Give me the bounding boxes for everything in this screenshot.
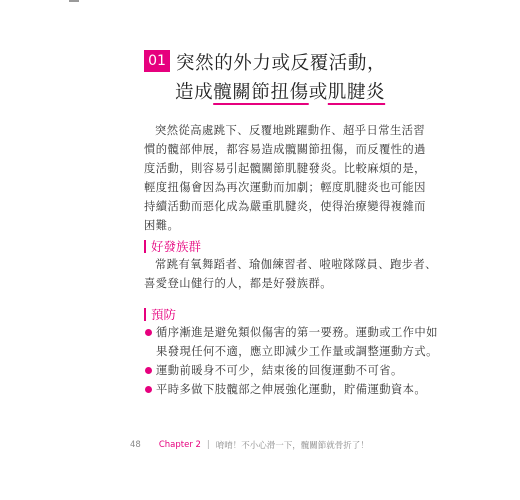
paragraph-line: 喜愛登山健行的人，都是好發族群。 [144, 277, 332, 290]
list-item [144, 380, 427, 399]
section-number-badge: 01 [144, 50, 170, 72]
title-line-1: 突然的外力或反覆活動， [176, 53, 387, 74]
paragraph-line: 常跳有氧舞蹈者、瑜伽練習者、啦啦隊隊員、跑步者、 [155, 258, 437, 271]
prevention-list [144, 323, 438, 399]
page-footer [130, 439, 369, 451]
paragraph-line: 輕度扭傷會因為再次運動而加劇；輕度肌腱炎也可能因 [144, 181, 426, 194]
page-number: 48 [130, 440, 141, 450]
intro-paragraph [144, 121, 426, 235]
list-item-line: 果發現任何不適，應立即減少工作量或調整運動方式。 [156, 345, 438, 358]
paragraph-line: 慣的髖部伸展，都容易造成髖關節扭傷，而反覆性的過 [144, 143, 426, 156]
title-text: 或 [308, 82, 328, 103]
list-item [144, 323, 438, 361]
heading-text: 好發族群 [151, 239, 202, 254]
bullet-icon [145, 329, 152, 336]
heading-text: 預防 [151, 307, 177, 322]
risk-group-heading [144, 237, 201, 255]
heading-bar [144, 308, 146, 321]
prevention-heading [144, 305, 176, 323]
title-text: 造成 [175, 82, 214, 103]
risk-group-paragraph [144, 255, 437, 293]
paragraph-line: 突然從高處跳下、反覆地跳躍動作、超乎日常生活習 [155, 124, 426, 137]
paragraph-line: 度活動，則容易引起髖關節肌腱發炎。比較麻煩的是， [144, 162, 426, 175]
chapter-title: 唷唷！不小心滑一下，髖關節就骨折了！ [215, 441, 369, 451]
list-item [144, 361, 414, 380]
list-item-line: 循序漸進是避免類似傷害的第一要務。運動或工作中如 [156, 326, 438, 339]
bullet-icon [145, 386, 152, 393]
footer-separator: | [206, 440, 210, 450]
heading-bar [144, 240, 146, 253]
title-highlight-tendinitis: 肌腱炎 [327, 82, 386, 103]
list-item-line: 平時多做下肢髖部之伸展強化運動，貯備運動資本。 [156, 383, 427, 396]
title-line-2 [175, 78, 385, 104]
paragraph-line: 持續活動而惡化成為嚴重肌腱炎，使得治療變得複雜而 [144, 200, 426, 213]
corner-mark [69, 0, 79, 2]
list-item-line: 運動前暖身不可少，結束後的回復運動不可省。 [156, 364, 403, 377]
paragraph-line: 困難。 [144, 219, 180, 232]
bullet-icon [145, 367, 152, 374]
chapter-label: Chapter 2 [158, 440, 201, 450]
title-highlight-sprain: 髖關節扭傷 [213, 82, 309, 103]
